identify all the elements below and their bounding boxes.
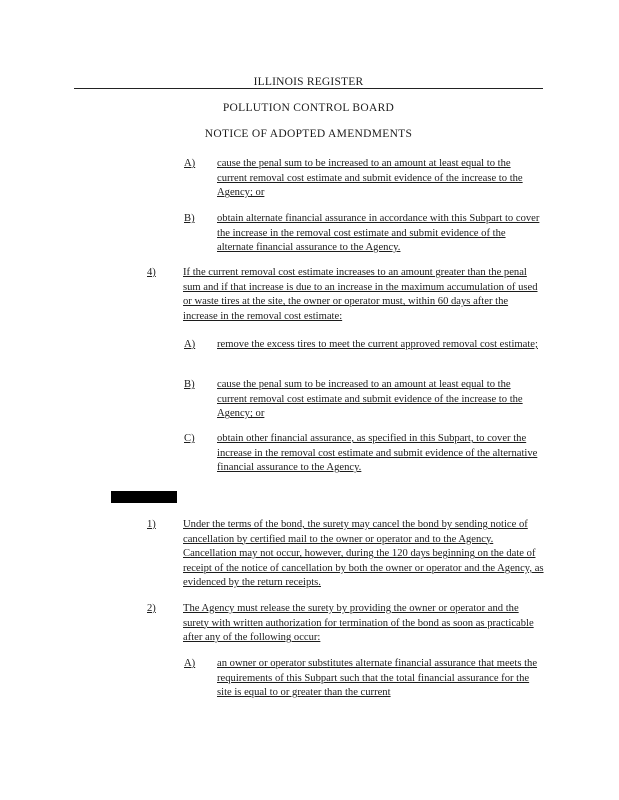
paragraph-text: obtain alternate financial assurance in accordance with this Subpart to cover the increase in the removal cost estimate and submit evidence of the alternate financial assurance to the Agency. xyxy=(217,213,540,254)
paragraph-number: 1) xyxy=(147,519,156,530)
paragraph-number: A) xyxy=(184,158,196,169)
register-title: ILLINOIS REGISTER xyxy=(74,76,543,89)
paragraph-text: If the current removal cost estimate increases to an amount greater than the penal sum and if that increase is due to an increase in the maximum accumulation of used or waste tires at the site, the owner or operator must, within 60 days after the increase in the removal cost estimate: xyxy=(183,267,538,322)
notice-title: NOTICE OF ADOPTED AMENDMENTS xyxy=(204,128,413,140)
paragraph-number: B) xyxy=(184,379,195,390)
paragraph-text: cause the penal sum to be increased to an amount at least equal to the current removal cost estimate and submit evidence of the increase to the Agency; or xyxy=(217,379,523,420)
paragraph-text: Under the terms of the bond, the surety may cancel the bond by sending notice of cancellation by certified mail to the owner or operator and to the Agency. Cancellation may not occur, however, during the 120 days beginning on the date of receipt of the notice of cancellation by both the owner or operator and the Agency, as evidenced by the return receipts. xyxy=(183,519,544,589)
paragraph-number: B) xyxy=(184,213,195,224)
board-title: POLLUTION CONTROL BOARD xyxy=(222,102,395,114)
paragraph-number: 4) xyxy=(147,267,156,278)
redaction-block xyxy=(111,491,177,503)
paragraph-number: A) xyxy=(184,339,196,350)
paragraph-text: remove the excess tires to meet the current approved removal cost estimate; xyxy=(217,339,538,350)
paragraph-text: cause the penal sum to be increased to an amount at least equal to the current removal cost estimate and submit evidence of the increase to the Agency; or xyxy=(217,158,523,199)
paragraph-number: 2) xyxy=(147,603,156,614)
paragraph-text: obtain other financial assurance, as specified in this Subpart, to cover the increase in the removal cost estimate and submit evidence of the alternative financial assurance to the Agency. xyxy=(217,433,538,474)
paragraph-number: C) xyxy=(184,433,195,444)
paragraph-text: The Agency must release the surety by providing the owner or operator and the surety with written authorization for termination of the bond as soon as practicable after any of the following occur: xyxy=(183,603,534,644)
paragraph-text: an owner or operator substitutes alternate financial assurance that meets the requirements of this Subpart such that the total financial assurance for the site is equal to or greater than the current xyxy=(217,658,538,699)
paragraph-number: A) xyxy=(184,658,196,669)
